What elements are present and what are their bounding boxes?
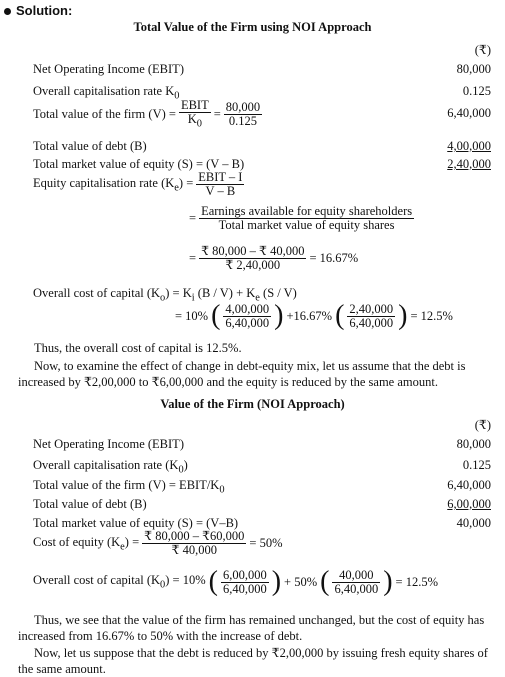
table1-title: Total Value of the Firm using NOI Approach	[133, 20, 372, 34]
table1-debt-label: Total value of debt (B)	[33, 139, 147, 153]
paragraph-1: Thus, the overall cost of capital is 12.5%.	[34, 341, 242, 355]
paragraph-3: Thus, we see that the value of the firm has remained unchanged, but the cost of equity has increased from 16.67% to 50% with the increase of debt.	[18, 613, 485, 643]
table2-noi-label: Net Operating Income (EBIT)	[33, 437, 184, 451]
ce-fraction: $\frac{₹ 80,000 - ₹60,000}{₹ 40,000}$	[144, 529, 245, 557]
table2-equity-value: 40,000	[456, 516, 491, 530]
table2-equity-label: Total market value of equity (S) = (V–B)	[33, 516, 239, 530]
table2-overall-cost-formula: Overall cost of capital $(K_0) = 10\%$ ( $\frac{6,00,000}{6,40,000}$ ) + 50% ( $\frac{40,000}{6,40,000}$ ) = 12.5%	[33, 566, 438, 597]
table2-currency: (₹)	[474, 418, 491, 432]
table1-total-value: 6,40,000	[447, 106, 491, 120]
table2-tv-label: Total value of the firm (V) = EBIT/$K_0$	[33, 478, 225, 496]
table1-overall-cost-label: Overall cost of capital $(K_o) = K_i$ $(B / V) + K_e$ (S / V)	[33, 286, 297, 304]
table1-k0-label: Overall capitalisation rate $K_0$	[33, 84, 180, 102]
table2-tv-value: 6,40,000	[447, 478, 491, 492]
bullet-icon	[4, 8, 11, 15]
solution-label: Solution:	[16, 3, 73, 18]
table1-ke-formula: Equity capitalisation rate $(K_e)$ = $\frac{\text{EBIT – I}}{V - B}$	[33, 170, 243, 198]
table1-equity-label: Total market value of equity (S) = (V – B)	[33, 157, 245, 171]
ke2-fraction: $\frac{\text{Earnings available for equity shareholders}}{\text{Total market value of equity shares}}$	[201, 204, 413, 232]
table2-k0-value: 0.125	[462, 458, 491, 472]
ke3-fraction: $\frac{₹ 80,000 - ₹ 40,000}{₹ 2,40,000}$	[201, 244, 305, 272]
paragraph-4: Now, let us suppose that the debt is reduced by ₹2,00,000 by issuing fresh equity shares of the same amount.	[18, 646, 488, 676]
table1-debt-value: 4,00,000	[447, 139, 491, 153]
ke-fraction: $\frac{\text{EBIT – I}}{V - B}$	[198, 170, 243, 198]
table1-overall-cost-formula: = 10% ( $\frac{4,00,000}{6,40,000}$ ) +16.67% ( $\frac{2,40,000}{6,40,000}$ ) = 12.5%	[175, 300, 453, 331]
table2-title: Value of the Firm (NOI Approach)	[160, 397, 345, 411]
tv-fraction-2: $\frac{80,000}{0.125}$	[225, 100, 261, 129]
oc-fraction-2: $\frac{40,000}{6,40,000}$	[334, 567, 379, 596]
table2-debt-label: Total value of debt (B)	[33, 497, 147, 511]
table2-cost-of-equity-formula: Cost of equity $(K_e)$ = $\frac{₹ 80,000 - ₹60,000}{₹ 40,000}$ = 50%	[33, 529, 283, 557]
table2-k0-label: Overall capitalisation rate $(K_0)$	[33, 458, 188, 476]
paragraph-2: Now, to examine the effect of change in debt-equity mix, let us assume that the debt is increased by ₹2,00,000 to ₹6,00,000 and the equity is reduced by the same amount.	[18, 359, 466, 389]
table2-debt-value: 6,00,000	[447, 497, 491, 511]
tv-fraction-1: $\frac{\text{EBIT}}{K_0}$	[180, 98, 209, 130]
solution-heading	[4, 3, 72, 18]
oc2-fraction-1: $\frac{4,00,000}{6,40,000}$	[225, 301, 270, 330]
table1-ke-formula-2: = $\frac{\text{Earnings available for equity shareholders}}{\text{Total market value of equity shares}}$	[189, 204, 413, 232]
table1-k0-value: 0.125	[462, 84, 491, 98]
table1-ke-formula-3: = $\frac{₹ 80,000 - ₹ 40,000}{₹ 2,40,000}$ = 16.67%	[189, 244, 359, 272]
table1-total-value-formula: Total value of the firm (V) = $\frac{\text{EBIT}}{K_0}$ = $\frac{80,000}{0.125}$	[33, 98, 261, 130]
table1-currency: (₹)	[474, 43, 491, 57]
table1-noi-value: 80,000	[456, 62, 491, 76]
table1-equity-value: 2,40,000	[447, 157, 491, 171]
oc2-fraction-2: $\frac{2,40,000}{6,40,000}$	[349, 301, 394, 330]
oc-fraction-1: $\frac{6,00,000}{6,40,000}$	[222, 567, 267, 596]
table1-noi-label: Net Operating Income (EBIT)	[33, 62, 184, 76]
table2-noi-value: 80,000	[456, 437, 491, 451]
